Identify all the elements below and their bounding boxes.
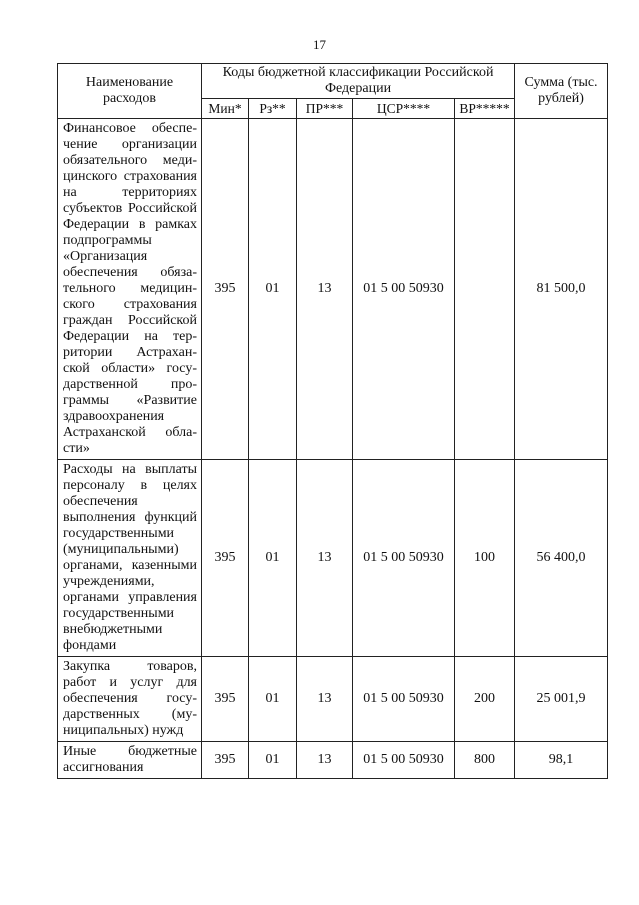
row-name: Расходы на выплаты персоналу в целях обеспечения выполнения функций государственными (муниципальными) органами, казенными учреждениями, органами управления государственными внебюджетными фондами <box>58 460 202 657</box>
row-csr: 01 5 00 50930 <box>353 657 455 742</box>
header-rz: Рз** <box>249 99 297 119</box>
row-csr: 01 5 00 50930 <box>353 119 455 460</box>
row-min: 395 <box>202 742 249 779</box>
header-csr: ЦСР**** <box>353 99 455 119</box>
header-row-1 <box>58 64 608 99</box>
table-row <box>58 742 608 779</box>
header-pr: ПР*** <box>297 99 353 119</box>
row-vr: 200 <box>455 657 515 742</box>
row-sum: 98,1 <box>515 742 608 779</box>
header-codes: Коды бюджетной классификации Российской Федерации <box>202 64 515 99</box>
header-vr: ВР***** <box>455 99 515 119</box>
row-min: 395 <box>202 460 249 657</box>
row-min: 395 <box>202 657 249 742</box>
row-rz: 01 <box>249 742 297 779</box>
table-row <box>58 657 608 742</box>
table-row <box>58 460 608 657</box>
row-name: Финансовое обеспечение организации обязательного медицинского страхования на территориях субъектов Российской Федерации в рамках подпрограммы «Организация обеспечения обязательного медицинского страхования граждан Российской Федерации на территории Астраханской области» государственной программы «Развитие здравоохранения Астраханской области» <box>58 119 202 460</box>
row-sum: 56 400,0 <box>515 460 608 657</box>
row-pr: 13 <box>297 742 353 779</box>
budget-table <box>57 63 608 779</box>
row-rz: 01 <box>249 657 297 742</box>
row-min: 395 <box>202 119 249 460</box>
header-sum: Сумма (тыс. рублей) <box>515 64 608 119</box>
row-sum: 25 001,9 <box>515 657 608 742</box>
row-name: Иные бюджетные ассигнования <box>58 742 202 779</box>
row-pr: 13 <box>297 657 353 742</box>
row-pr: 13 <box>297 119 353 460</box>
header-min: Мин* <box>202 99 249 119</box>
row-csr: 01 5 00 50930 <box>353 742 455 779</box>
header-name: Наименование расходов <box>58 64 202 119</box>
row-vr: 800 <box>455 742 515 779</box>
row-pr: 13 <box>297 460 353 657</box>
row-vr <box>455 119 515 460</box>
page-number: 17 <box>313 37 326 52</box>
row-vr: 100 <box>455 460 515 657</box>
table-row <box>58 119 608 460</box>
row-rz: 01 <box>249 119 297 460</box>
row-sum: 81 500,0 <box>515 119 608 460</box>
row-csr: 01 5 00 50930 <box>353 460 455 657</box>
row-rz: 01 <box>249 460 297 657</box>
row-name: Закупка товаров, работ и услуг для обеспечения государственных (муниципальных) нужд <box>58 657 202 742</box>
